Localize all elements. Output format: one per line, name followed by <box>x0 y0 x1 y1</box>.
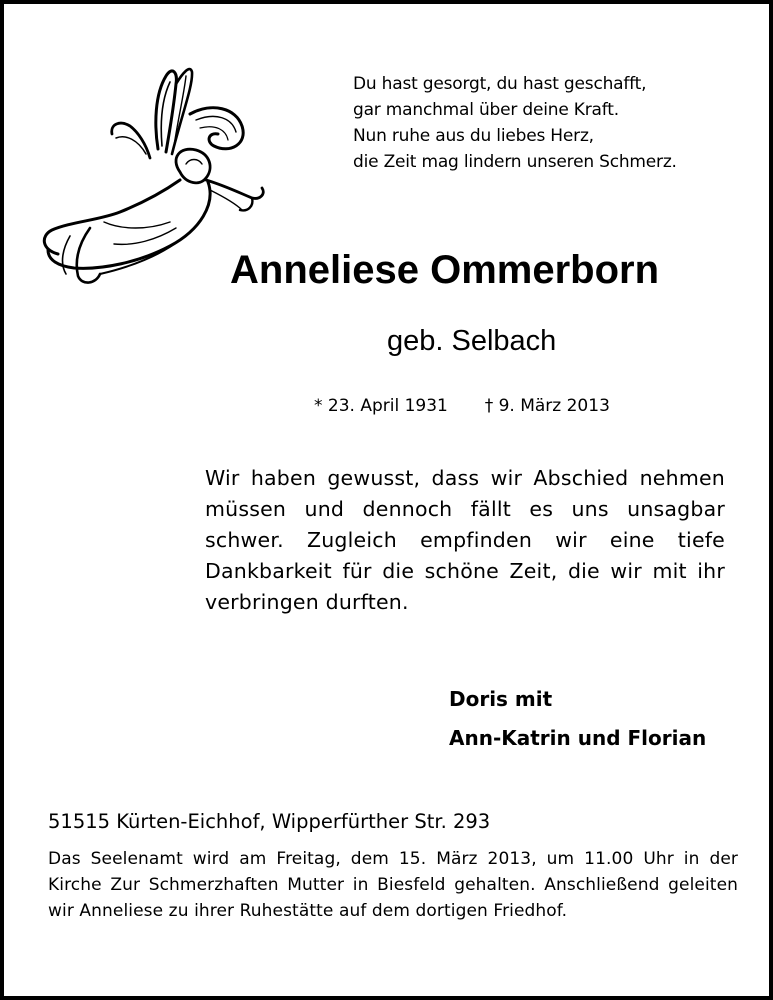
life-dates <box>314 393 610 419</box>
poem-line: gar manchmal über deine Kraft. <box>353 100 619 120</box>
address: 51515 Kürten-Eichhof, Wipperfürther Str. 293 <box>48 810 491 833</box>
poem-line: Du hast gesorgt, du hast geschafft, <box>353 74 647 94</box>
birth-symbol: * <box>314 396 323 416</box>
deceased-name: Anneliese Ommerborn <box>230 248 660 292</box>
service-notice: Das Seelenamt wird am Freitag, dem 15. März 2013, um 11.00 Uhr in der Kirche Zur Schmerzhaften Mutter in Biesfeld gehalten. Anschließend geleiten wir Anneliese zu ihrer Ruhestätte auf dem dortigen Friedhof. <box>48 849 738 921</box>
signature <box>449 680 706 758</box>
birth-date: 23. April 1931 <box>327 396 448 416</box>
poem-line: die Zeit mag lindern unseren Schmerz. <box>353 152 677 172</box>
poem-line: Nun ruhe aus du liebes Herz, <box>353 126 594 146</box>
farewell-message: Wir haben gewusst, dass wir Abschied nehmen müssen und dennoch fällt es uns unsagbar schwer. Zugleich empfinden wir eine tiefe Dankbarkeit für die schöne Zeit, die wir mit ihr verbringen durften. <box>205 466 725 614</box>
maiden-name: geb. Selbach <box>387 325 557 357</box>
death-date: 9. März 2013 <box>498 396 610 416</box>
signature-line: Doris mit <box>449 687 553 711</box>
signature-line: Ann-Katrin und Florian <box>449 726 707 750</box>
death-symbol: † <box>484 396 494 416</box>
poem <box>353 71 677 175</box>
